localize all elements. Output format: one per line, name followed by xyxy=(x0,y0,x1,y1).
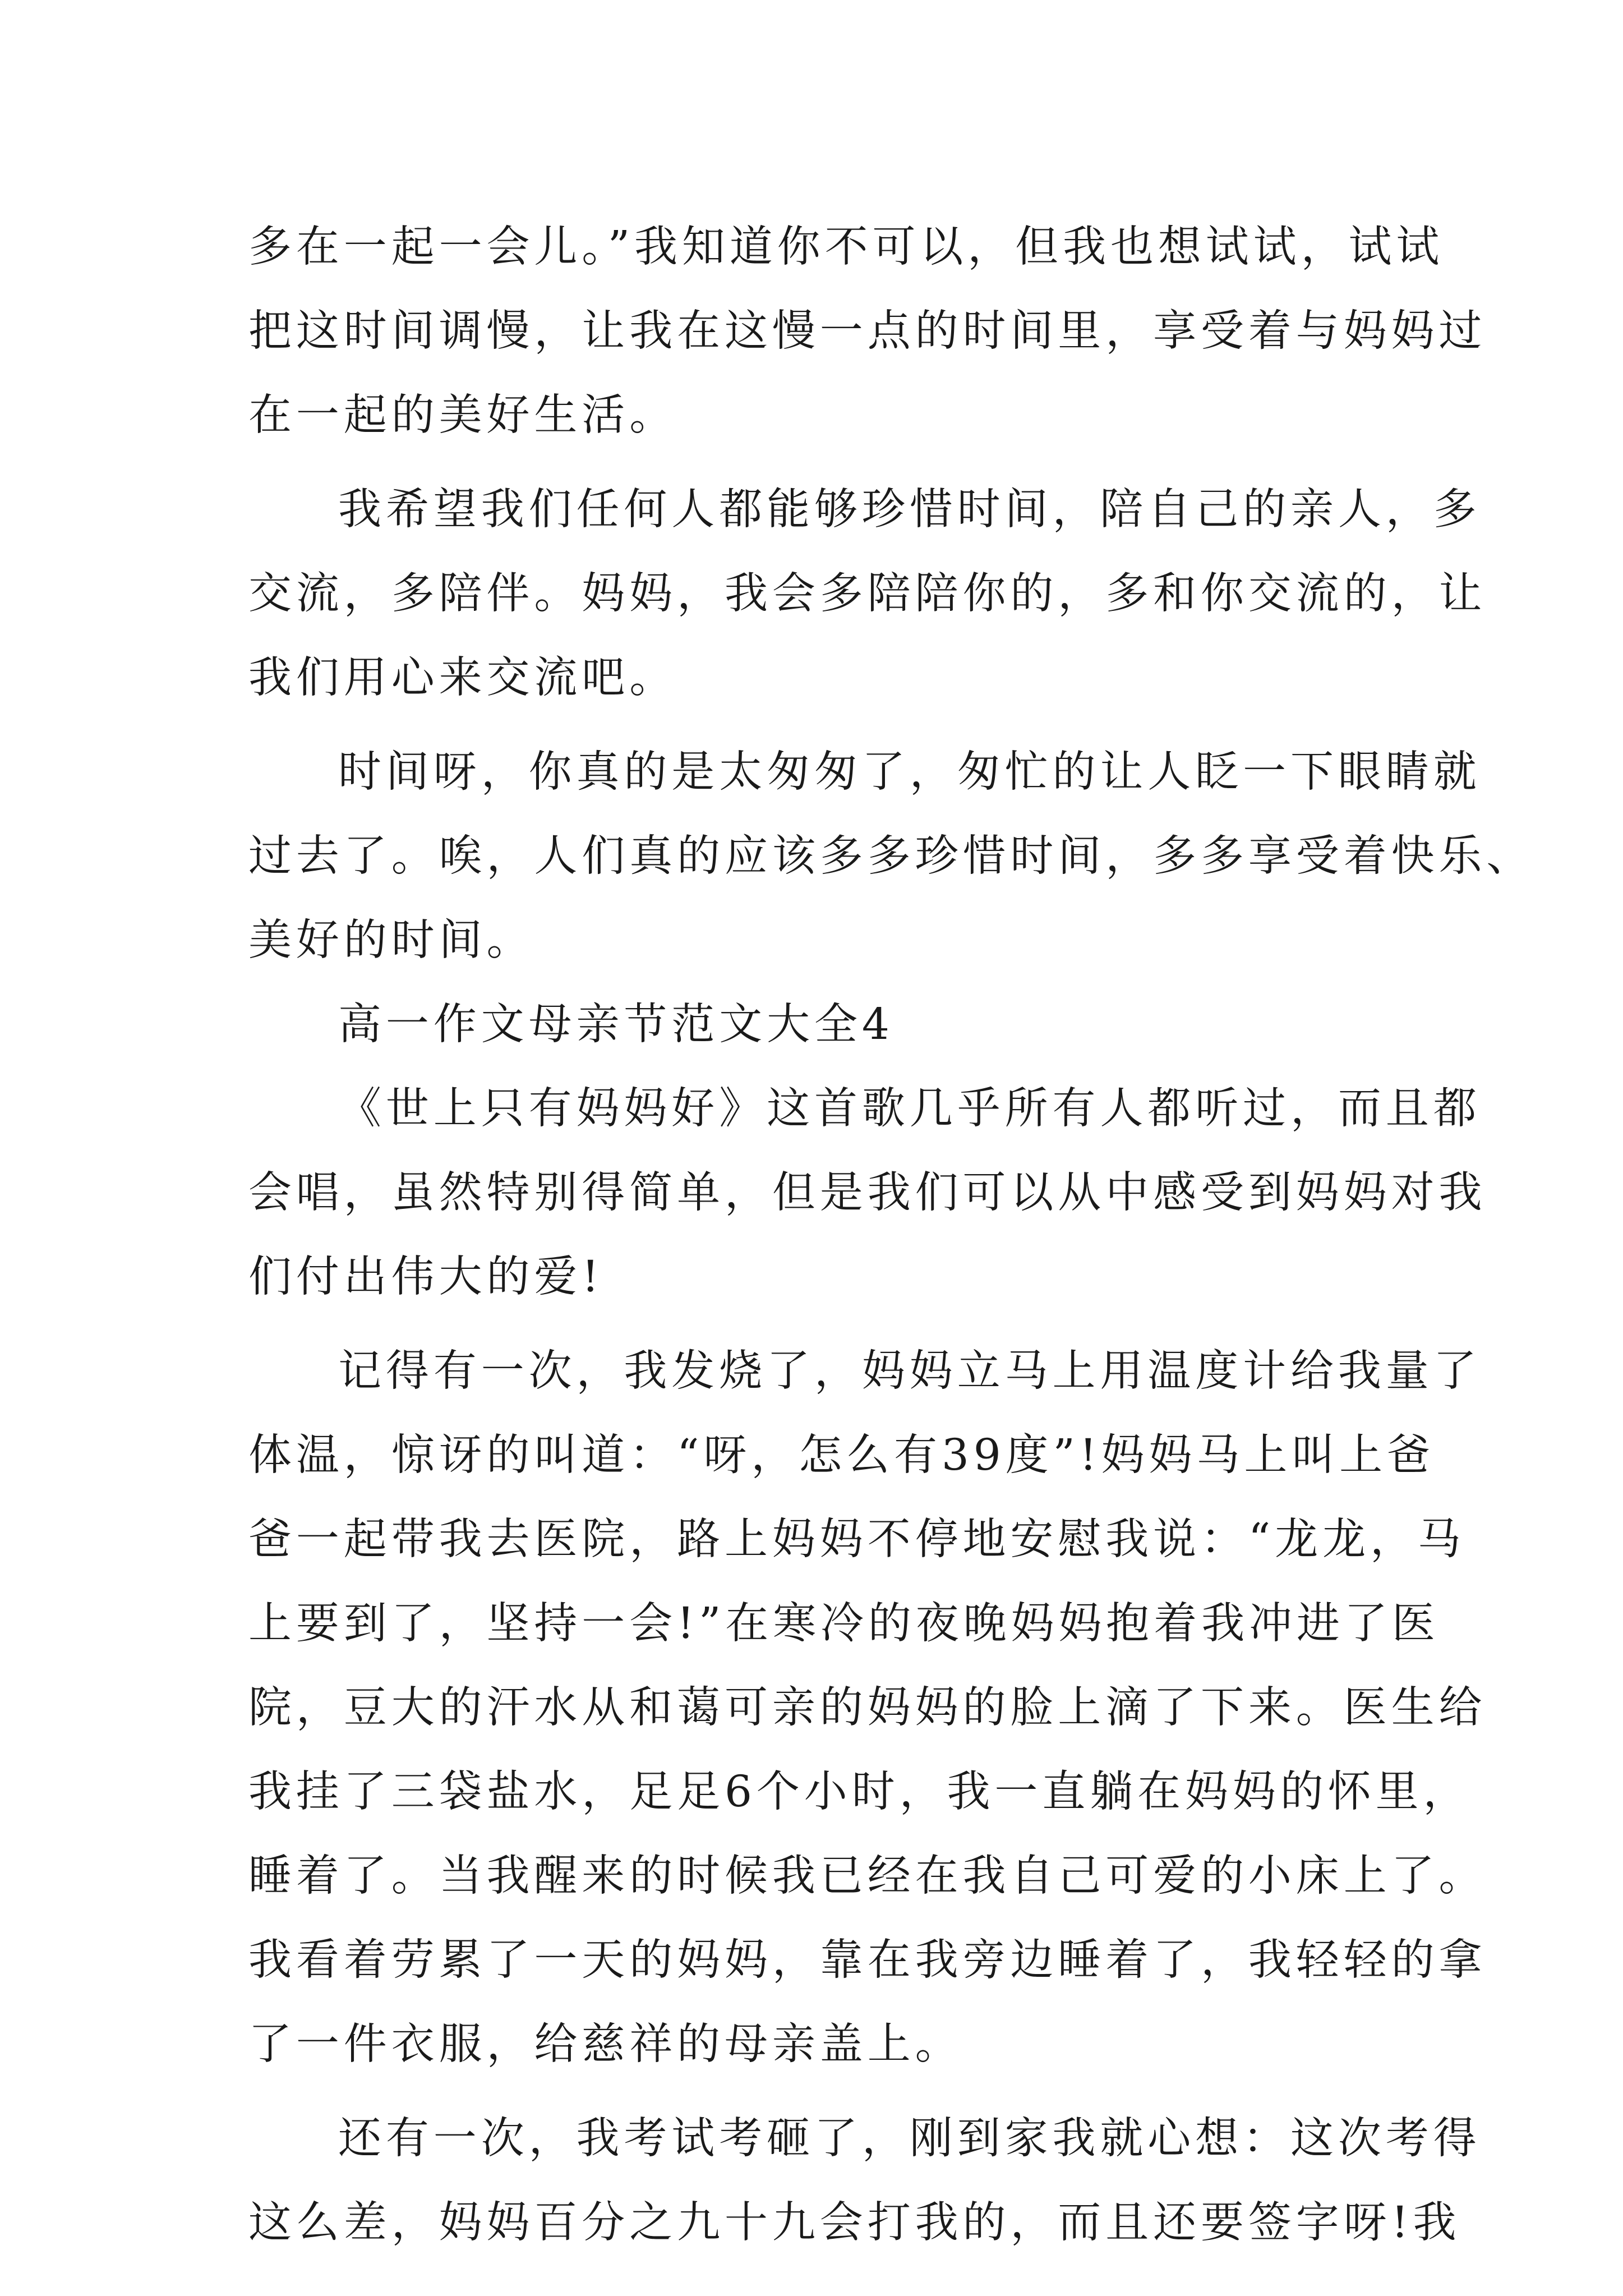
text-line: 上要到了，坚持一会!”在寒冷的夜晚妈妈抱着我冲进了医 xyxy=(248,1599,1440,1649)
text-line: 爸一起带我去医院，路上妈妈不停地安慰我说：“龙龙，马 xyxy=(248,1515,1465,1565)
text-line: 体温，惊讶的叫道：“呀，怎么有39度”!妈妈马上叫上爸 xyxy=(248,1430,1435,1480)
paragraph-start-line: 记得有一次，我发烧了，妈妈立马上用温度计给我量了 xyxy=(338,1346,1481,1396)
text-line: 美好的时间。 xyxy=(248,915,534,965)
text-line: 们付出伟大的爱! xyxy=(248,1252,604,1302)
text-line: 过去了。唉，人们真的应该多多珍惜时间，多多享受着快乐、 xyxy=(248,831,1534,881)
text-line: 把这时间调慢，让我在这慢一点的时间里，享受着与妈妈过 xyxy=(248,306,1487,356)
document-body xyxy=(248,205,1534,2265)
text-line: 我们用心来交流吧。 xyxy=(248,653,677,703)
text-line: 交流，多陪伴。妈妈，我会多陪陪你的，多和你交流的，让 xyxy=(248,569,1487,619)
text-line: 会唱，虽然特别得简单，但是我们可以从中感受到妈妈对我 xyxy=(248,1168,1487,1218)
paragraph-start-line: 还有一次，我考试考砸了，刚到家我就心想：这次考得 xyxy=(338,2114,1481,2164)
text-line: 这么差，妈妈百分之九十九会打我的，而且还要签字呀!我 xyxy=(248,2198,1461,2248)
text-line: 我看着劳累了一天的妈妈，靠在我旁边睡着了，我轻轻的拿 xyxy=(248,1935,1487,1985)
section-heading: 高一作文母亲节范文大全4 xyxy=(338,1000,894,1050)
paragraph-start-line: 我希望我们任何人都能够珍惜时间，陪自己的亲人，多 xyxy=(338,485,1481,535)
text-line: 我挂了三袋盐水，足足6个小时，我一直躺在妈妈的怀里， xyxy=(248,1767,1471,1817)
text-line: 院，豆大的汗水从和蔼可亲的妈妈的脸上滴了下来。医生给 xyxy=(248,1683,1487,1733)
paragraph-start-line: 《世上只有妈妈好》这首歌几乎所有人都听过，而且都 xyxy=(338,1084,1481,1134)
text-line: 了一件衣服，给慈祥的母亲盖上。 xyxy=(248,2019,963,2069)
text-line: 在一起的美好生活。 xyxy=(248,390,677,440)
text-line: 睡着了。当我醒来的时候我已经在我自己可爱的小床上了。 xyxy=(248,1851,1487,1901)
paragraph-start-line: 时间呀，你真的是太匆匆了，匆忙的让人眨一下眼睛就 xyxy=(338,747,1481,797)
text-line: 多在一起一会儿。”我知道你不可以，但我也想试试，试试 xyxy=(248,222,1444,272)
